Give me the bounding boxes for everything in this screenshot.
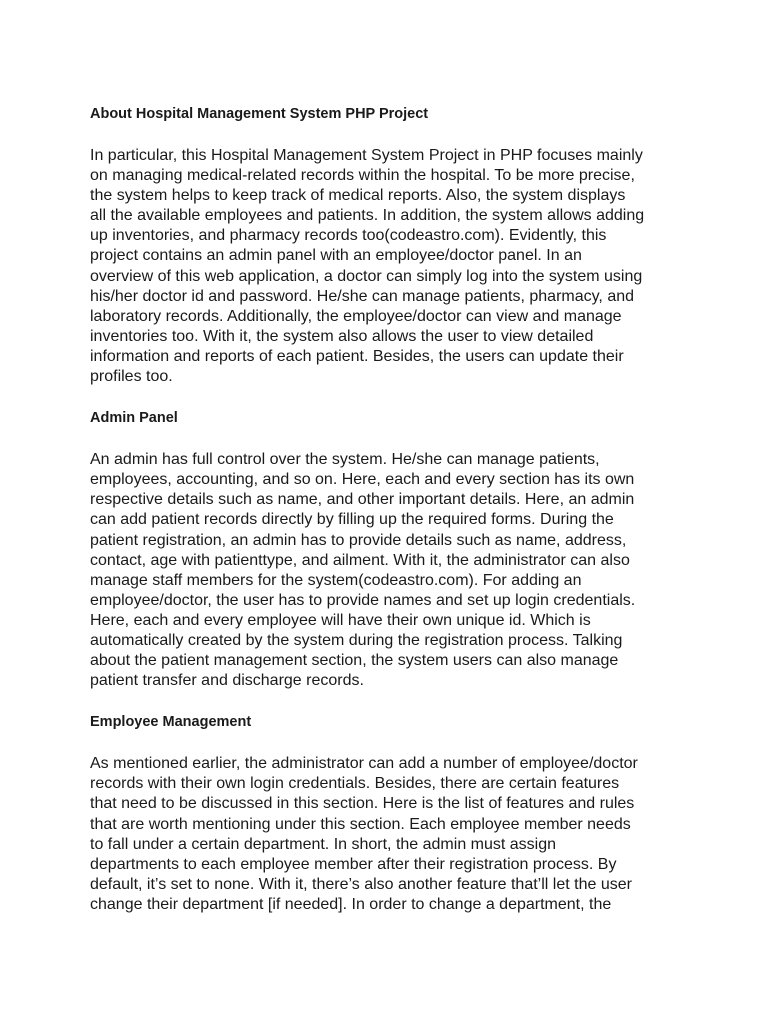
paragraph-line: default, it’s set to none. With it, there’s also another feature that’ll let the user	[90, 875, 632, 893]
paragraph-line: that are worth mentioning under this section. Each employee member needs	[90, 815, 631, 833]
paragraph-line: In particular, this Hospital Management System Project in PHP focuses mainly	[90, 147, 643, 164]
paragraph-line: project contains an admin panel with an employee/doctor panel. In an	[90, 247, 582, 265]
paragraph-line: all the available employees and patients. In addition, the system allows adding	[90, 207, 645, 225]
paragraph-line: records with their own login credentials. Besides, there are certain features	[90, 775, 620, 793]
paragraph-line: about the patient management section, the system users can also manage	[90, 652, 619, 670]
paragraph-line: overview of this web application, a doctor can simply log into the system using	[90, 267, 643, 285]
paragraph-line: change their department [if needed]. In order to change a department, the	[90, 895, 612, 913]
paragraph-line: contact, age with patienttype, and ailment. With it, the administrator can also	[90, 551, 630, 569]
section-admin-panel	[90, 408, 690, 712]
paragraph-line: that need to be discussed in this section. Here is the list of features and rules	[90, 795, 635, 813]
section-heading-admin-panel: Admin Panel	[90, 410, 178, 427]
section-paragraph-employee-management	[90, 754, 690, 915]
section-paragraph-admin-panel	[90, 450, 690, 691]
paragraph-line: As mentioned earlier, the administrator can add a number of employee/doctor	[90, 755, 638, 773]
paragraph-line: inventories too. With it, the system also allows the user to view detailed	[90, 327, 594, 345]
paragraph-line: information and reports of each patient. Besides, the users can update their	[90, 347, 624, 365]
section-about	[90, 104, 690, 408]
paragraph-line: to fall under a certain department. In short, the admin must assign	[90, 835, 557, 853]
section-paragraph-about	[90, 146, 690, 387]
document-page	[90, 104, 690, 915]
section-heading-about: About Hospital Management System PHP Project	[90, 106, 429, 122]
paragraph-line: laboratory records. Additionally, the employee/doctor can view and manage	[90, 307, 622, 325]
paragraph-line: patient transfer and discharge records.	[90, 672, 364, 690]
section-heading-employee-management: Employee Management	[90, 714, 252, 731]
paragraph-line: up inventories, and pharmacy records too(codeastro.com). Evidently, this	[90, 227, 607, 245]
paragraph-line: can add patient records directly by filling up the required forms. During the	[90, 511, 614, 529]
paragraph-line: employees, accounting, and so on. Here, each and every section has its own	[90, 471, 635, 489]
paragraph-line: respective details such as name, and other important details. Here, an admin	[90, 491, 635, 509]
paragraph-line: profiles too.	[90, 368, 173, 386]
paragraph-line: Here, each and every employee will have their own unique id. Which is	[90, 611, 591, 629]
section-employee-management	[90, 712, 690, 915]
paragraph-line: employee/doctor, the user has to provide names and set up login credentials.	[90, 591, 636, 609]
paragraph-line: the system helps to keep track of medical reports. Also, the system displays	[90, 187, 626, 205]
paragraph-line: departments to each employee member after their registration process. By	[90, 855, 617, 873]
paragraph-line: automatically created by the system during the registration process. Talking	[90, 631, 623, 649]
paragraph-line: manage staff members for the system(codeastro.com). For adding an	[90, 571, 582, 589]
paragraph-line: An admin has full control over the system. He/she can manage patients,	[90, 451, 600, 469]
paragraph-line: his/her doctor id and password. He/she can manage patients, pharmacy, and	[90, 287, 635, 305]
paragraph-line: patient registration, an admin has to provide details such as name, address,	[90, 531, 627, 549]
paragraph-line: on managing medical-related records within the hospital. To be more precise,	[90, 167, 635, 185]
